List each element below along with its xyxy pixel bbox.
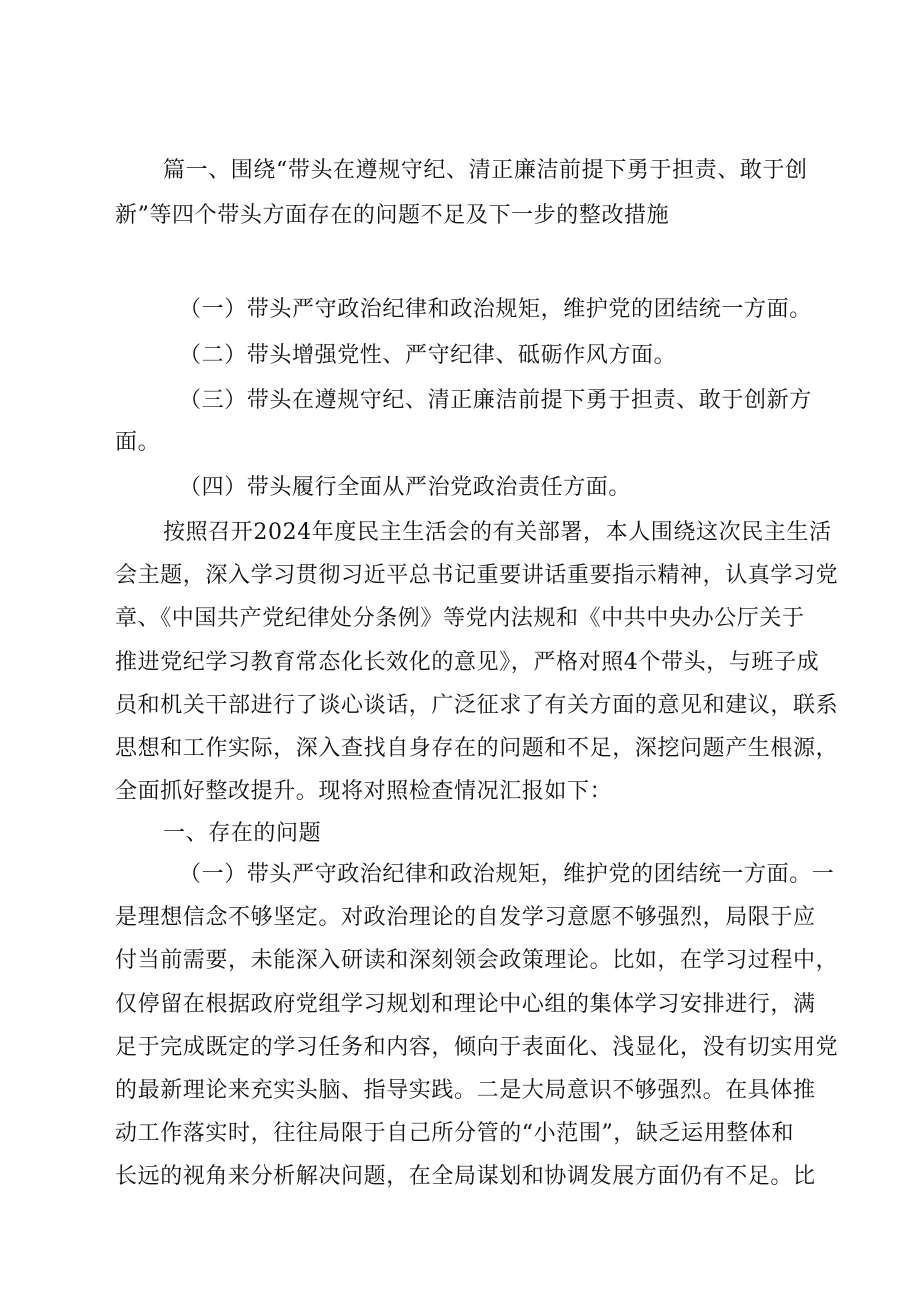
body-paragraph-line-1: （一）带头严守政治纪律和政治规矩，维护党的团结统一方面。一: [179, 862, 835, 887]
toc-item-1: （一）带头严守政治纪律和政治规矩，维护党的团结统一方面。: [179, 297, 812, 322]
section-heading: 一、存在的问题: [163, 821, 322, 846]
toc-item-3-continuation: 面。: [115, 430, 161, 455]
intro-paragraph-line-7: 全面抓好整改提升。现将对照检查情况汇报如下：: [115, 779, 613, 804]
document-title-line-1: 篇一、围绕“带头在遵规守纪、清正廉洁前提下勇于担责、敢于创: [163, 158, 808, 183]
body-paragraph-line-8: 长远的视角来分析解决问题，在全局谋划和协调发展方面仍有不足。比: [115, 1164, 816, 1189]
intro-paragraph-line-2: 会主题，深入学习贯彻习近平总书记重要讲话重要指示精神，认真学习党: [115, 563, 839, 588]
intro-paragraph-line-5: 员和机关干部进行了谈心谈话，广泛征求了有关方面的意见和建议，联系: [115, 693, 839, 718]
body-paragraph-line-7: 动工作落实时，往往局限于自己所分管的“小范围”，缺乏运用整体和: [115, 1121, 795, 1146]
intro-paragraph-line-3: 章、《中国共产党纪律处分条例》等党内法规和《中共中央办公厅关于: [115, 606, 805, 631]
toc-item-2: （二）带头增强党性、严守纪律、砥砺作风方面。: [179, 343, 677, 368]
intro-paragraph-line-1: 按照召开2024年度民主生活会的有关部署，本人围绕这次民主生活: [163, 520, 832, 545]
body-paragraph-line-6: 的最新理论来充实头脑、指导实践。二是大局意识不够强烈。在具体推: [115, 1078, 816, 1103]
intro-paragraph-line-4: 推进党纪学习教育常态化长效化的意见》，严格对照4个带头，与班子成: [115, 650, 820, 675]
intro-paragraph-line-6: 思想和工作实际，深入查找自身存在的问题和不足，深挖问题产生根源，: [115, 736, 839, 761]
body-paragraph-line-4: 仅停留在根据政府党组学习规划和理论中心组的集体学习安排进行，满: [115, 992, 816, 1017]
toc-item-4: （四）带头履行全面从严治党政治责任方面。: [179, 475, 632, 500]
body-paragraph-line-3: 付当前需要，未能深入研读和深刻领会政策理论。比如，在学习过程中，: [115, 948, 839, 973]
toc-item-3: （三）带头在遵规守纪、清正廉洁前提下勇于担责、敢于创新方: [179, 388, 812, 413]
document-title-line-2: 新”等四个带头方面存在的问题不足及下一步的整改措施: [115, 203, 670, 228]
body-paragraph-line-2: 是理想信念不够坚定。对政治理论的自发学习意愿不够强烈，局限于应: [115, 905, 816, 930]
body-paragraph-line-5: 足于完成既定的学习任务和内容，倾向于表面化、浅显化，没有切实用党: [115, 1035, 839, 1060]
